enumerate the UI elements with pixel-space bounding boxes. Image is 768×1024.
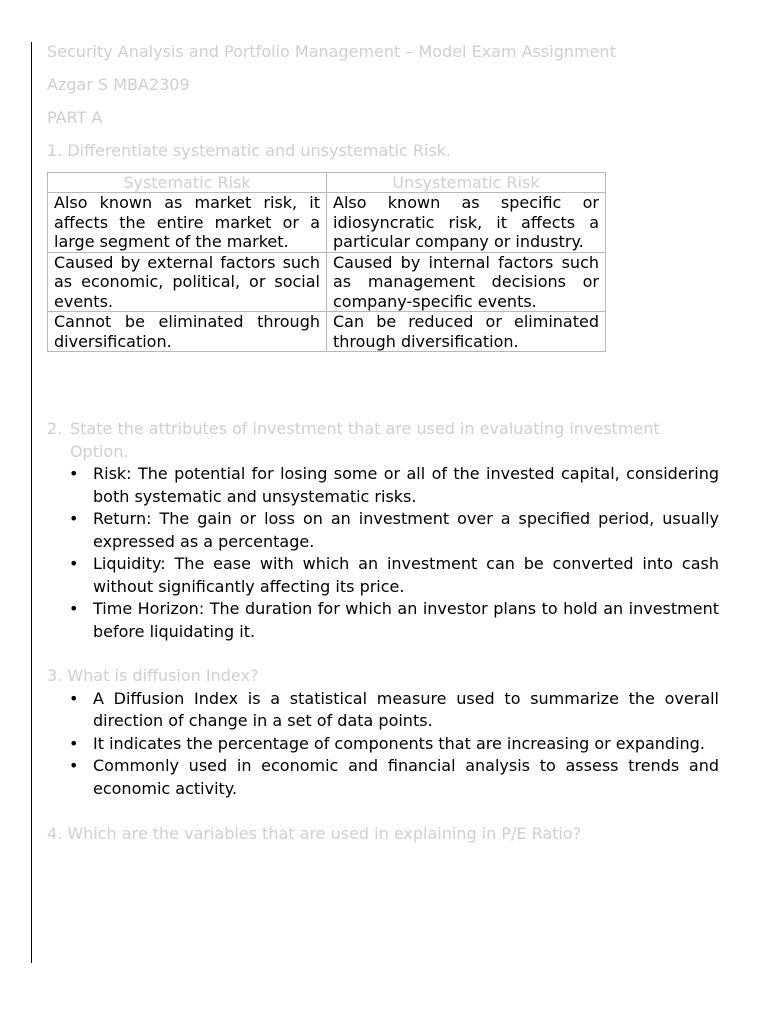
bullet-icon: • — [69, 688, 79, 708]
bullet-icon: • — [69, 599, 79, 618]
question-2-text: State the attributes of investment that are used in evaluating investment — [70, 419, 660, 438]
question-number: 2. — [47, 419, 63, 438]
table-cell: Caused by internal factors such as management decisions or company-specific events. — [327, 252, 606, 312]
question-2-text-cont: Option. — [70, 441, 129, 461]
bullet-icon: • — [69, 756, 79, 775]
question-3-answers — [47, 688, 719, 801]
risk-comparison-table — [47, 172, 606, 352]
table-header-row — [48, 173, 606, 193]
table-cell: Can be reduced or eliminated through diversification. — [327, 312, 606, 352]
bullet-icon: • — [69, 554, 79, 573]
list-item: • Risk: The potential for losing some or all of the invested capital, considering both systematic and unsystematic risks. — [69, 464, 719, 506]
bullet-icon: • — [69, 464, 79, 483]
table-header-unsystematic: Unsystematic Risk — [327, 173, 606, 193]
question-2-answers — [47, 463, 719, 643]
list-item: • Liquidity: The ease with which an investment can be converted into cash without significantly affecting its price. — [69, 554, 719, 596]
question-4: 4. Which are the variables that are used in explaining in P/E Ratio? — [47, 824, 582, 843]
table-cell: Caused by external factors such as economic, political, or social events. — [48, 252, 327, 312]
table-row — [48, 312, 606, 352]
author-line: Azgar S MBA2309 — [47, 75, 190, 94]
question-2 — [47, 418, 719, 463]
table-row — [48, 252, 606, 312]
list-item: • A Diffusion Index is a statistical measure used to summarize the overall direction of change in a set of data points. — [69, 688, 719, 730]
question-3: 3. What is diffusion Index? — [47, 666, 259, 685]
list-item: • Commonly used in economic and financial analysis to assess trends and economic activity. — [69, 756, 719, 798]
table-cell: Also known as market risk, it affects the entire market or a large segment of the market. — [48, 193, 327, 253]
table-cell: Cannot be eliminated through diversification. — [48, 312, 327, 352]
part-heading: PART A — [47, 108, 103, 127]
document-title: Security Analysis and Portfolio Management – Model Exam Assignment — [47, 42, 616, 61]
list-item: • It indicates the percentage of components that are increasing or expanding. — [93, 733, 719, 756]
table-header-systematic: Systematic Risk — [48, 173, 327, 193]
bullet-icon: • — [69, 733, 79, 753]
bullet-icon: • — [69, 509, 79, 528]
table-cell: Also known as specific or idiosyncratic risk, it affects a particular company or industry. — [327, 193, 606, 253]
question-1: 1. Differentiate systematic and unsystematic Risk. — [47, 141, 452, 160]
left-margin-rule — [31, 42, 32, 963]
table-row — [48, 193, 606, 253]
list-item: • Return: The gain or loss on an investment over a specified period, usually expressed as a percentage. — [69, 509, 719, 551]
list-item: • Time Horizon: The duration for which an investor plans to hold an investment before liquidating it. — [69, 599, 719, 641]
document-body — [47, 41, 719, 857]
